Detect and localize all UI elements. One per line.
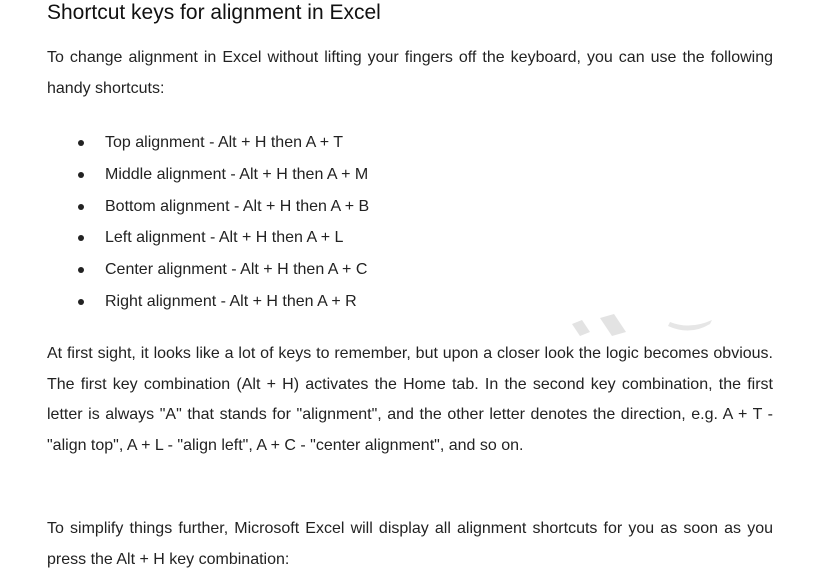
watermark-shape-right bbox=[668, 320, 712, 331]
list-item-text: Left alignment - Alt + H then A + L bbox=[105, 229, 344, 247]
list-item-text: Top alignment - Alt + H then A + T bbox=[105, 134, 344, 151]
bullet-icon bbox=[78, 267, 84, 273]
list-item bbox=[47, 191, 747, 223]
list-item bbox=[47, 159, 747, 191]
watermark-shape-left bbox=[572, 320, 590, 336]
page-title: Shortcut keys for alignment in Excel bbox=[47, 1, 381, 24]
list-item-text: Center alignment - Alt + H then A + C bbox=[105, 261, 368, 279]
watermark-graphic bbox=[570, 310, 720, 340]
list-item-text: Middle alignment - Alt + H then A + M bbox=[105, 165, 369, 183]
bullet-icon bbox=[78, 204, 84, 210]
list-item bbox=[47, 254, 747, 286]
bullet-icon bbox=[78, 299, 84, 305]
bullet-icon bbox=[78, 140, 84, 146]
closing-paragraph: To simplify things further, Microsoft Excel will display all alignment shortcuts for you as soon as you press the Alt + H key combination: bbox=[47, 520, 773, 568]
explanation-paragraph: At first sight, it looks like a lot of keys to remember, but upon a closer look the logic becomes obvious. The first key combination (Alt + H) activates the Home tab. In the second key combination, the first letter is always "A" that stands for "alignment", and the other letter denotes the direction, e.g. A + T - "align top", A + L - "align left", A + C - "center alignment", and so on. bbox=[47, 345, 773, 454]
list-item bbox=[47, 222, 747, 254]
watermark-shape-middle bbox=[600, 314, 626, 336]
list-item-text: Right alignment - Alt + H then A + R bbox=[105, 292, 357, 310]
list-item-text: Bottom alignment - Alt + H then A + B bbox=[105, 197, 370, 215]
intro-paragraph: To change alignment in Excel without lifting your fingers off the keyboard, you can use the following handy shortcuts: bbox=[47, 49, 773, 97]
bullet-icon bbox=[78, 172, 84, 178]
list-item bbox=[47, 127, 747, 159]
bullet-icon bbox=[78, 235, 84, 241]
shortcut-list bbox=[47, 127, 747, 318]
